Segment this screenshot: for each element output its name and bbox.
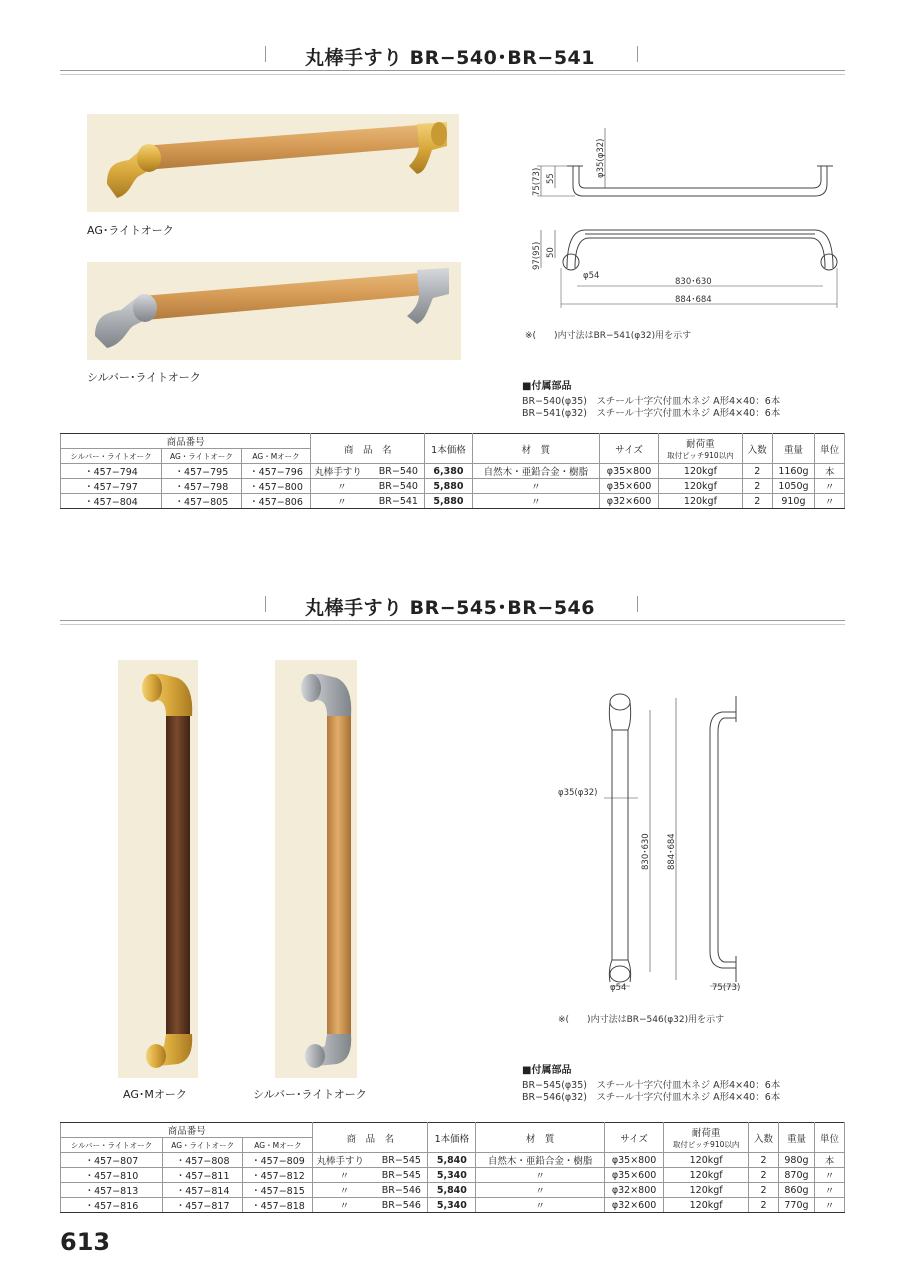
dim-50: 50: [546, 247, 556, 258]
table-row: ・457−794 ・457−795 ・457−796 丸棒手すり BR−540 6,380 自然木・亜鉛合金・樹脂 φ35×800 120kgf 2 1160g 本: [61, 464, 845, 479]
dim-diameter: φ35(φ32): [596, 138, 606, 178]
dim-inner-2: 830･630: [641, 833, 651, 870]
parts-line-3: BR−545(φ35) スチール十字穴付皿木ネジ A形4×40：6本: [522, 1080, 781, 1091]
th-price: 1本価格: [425, 434, 472, 464]
table-row: ・457−804 ・457−805 ・457−806 〃 BR−541 5,880 〃 φ32×600 120kgf 2 910g 〃: [61, 494, 845, 509]
th-size: サイズ: [600, 434, 659, 464]
title-rule: [60, 620, 845, 621]
title-rule-thin: [60, 624, 845, 625]
th-ag-m-oak: AG・Mオーク: [243, 1138, 313, 1153]
dim-base-2: φ54: [610, 983, 627, 993]
table-row: ・457−813 ・457−814 ・457−815 〃 BR−546 5,840 〃 φ32×800 120kgf 2 860g 〃: [61, 1183, 845, 1198]
dim-diameter-2: φ35(φ32): [558, 788, 598, 798]
parts-heading-2: ■付属部品: [522, 1065, 572, 1076]
dim-base: φ54: [583, 271, 600, 281]
th-size: サイズ: [604, 1123, 663, 1153]
dim-depth-2: 75(73): [712, 983, 741, 993]
th-qty: 入数: [742, 434, 772, 464]
parts-line-4: BR−546(φ32) スチール十字穴付皿木ネジ A形4×40：6本: [522, 1092, 781, 1103]
th-name: 商 品 名: [311, 434, 425, 464]
parts-heading: ■付属部品: [522, 381, 572, 392]
spec-table-1: [60, 433, 845, 509]
parts-line-2: BR−541(φ32) スチール十字穴付皿木ネジ A形4×40：6本: [522, 408, 781, 419]
dim-55: 55: [546, 173, 556, 184]
th-name: 商 品 名: [313, 1123, 428, 1153]
title-rule-thin: [60, 74, 845, 75]
dim-97: 97(95): [532, 241, 542, 270]
photo1-caption: AG･ライトオーク: [87, 224, 174, 237]
th-ag-light-oak: AG・ライトオーク: [162, 1138, 243, 1153]
dimension-note: ※( )内寸法はBR−541(φ32)用を示す: [525, 331, 692, 341]
table-row: ・457−807 ・457−808 ・457−809 丸棒手すり BR−545 5,840 自然木・亜鉛合金・樹脂 φ35×800 120kgf 2 980g 本: [61, 1153, 845, 1168]
dim-outer-2: 884･684: [667, 833, 677, 870]
photo2-caption: シルバー･ライトオーク: [87, 371, 201, 384]
product-photo-silver-light-oak: [87, 262, 461, 360]
product-photo-ag-m-oak: [118, 660, 198, 1078]
th-material: 材 質: [472, 434, 599, 464]
dimension-note-2: ※( )内寸法はBR−546(φ32)用を示す: [558, 1015, 725, 1025]
th-load: 耐荷重 取付ピッチ910以内: [664, 1123, 749, 1153]
page-number: 613: [60, 1228, 111, 1256]
th-load: 耐荷重 取付ピッチ910以内: [658, 434, 742, 464]
table-row: ・457−816 ・457−817 ・457−818 〃 BR−546 5,340 〃 φ32×600 120kgf 2 770g 〃: [61, 1198, 845, 1213]
th-weight: 重量: [772, 434, 815, 464]
product-photo-silver-light-oak-vertical: [275, 660, 357, 1078]
dimension-drawing-vertical: [550, 690, 750, 995]
dim-75: 75(73): [532, 167, 542, 196]
section1-title: 丸棒手すり BR−540･BR−541: [304, 47, 595, 69]
th-silver-light-oak: シルバー・ライトオーク: [61, 449, 162, 464]
section2-title: 丸棒手すり BR−545･BR−546: [304, 597, 595, 619]
th-silver-light-oak: シルバー・ライトオーク: [61, 1138, 163, 1153]
th-unit: 単位: [814, 1123, 844, 1153]
th-price: 1本価格: [428, 1123, 476, 1153]
dimension-drawing-horizontal: [515, 118, 845, 323]
th-ag-m-oak: AG・Mオーク: [241, 449, 310, 464]
th-ag-light-oak: AG・ライトオーク: [161, 449, 241, 464]
photo3-caption: AG･Mオーク: [123, 1088, 187, 1101]
dim-outer: 884･684: [675, 295, 712, 305]
th-weight: 重量: [778, 1123, 814, 1153]
th-product-code: 商品番号: [61, 1123, 313, 1138]
title-rule: [60, 70, 845, 71]
th-qty: 入数: [749, 1123, 779, 1153]
th-product-code: 商品番号: [61, 434, 311, 449]
parts-line-1: BR−540(φ35) スチール十字穴付皿木ネジ A形4×40：6本: [522, 396, 781, 407]
product-photo-ag-light-oak: [87, 114, 459, 212]
photo4-caption: シルバー･ライトオーク: [253, 1088, 367, 1101]
table-row: ・457−810 ・457−811 ・457−812 〃 BR−545 5,340 〃 φ35×600 120kgf 2 870g 〃: [61, 1168, 845, 1183]
th-material: 材 質: [476, 1123, 605, 1153]
spec-table-2: [60, 1122, 845, 1213]
dim-inner: 830･630: [675, 277, 712, 287]
th-unit: 単位: [815, 434, 845, 464]
table-row: ・457−797 ・457−798 ・457−800 〃 BR−540 5,880 〃 φ35×600 120kgf 2 1050g 〃: [61, 479, 845, 494]
